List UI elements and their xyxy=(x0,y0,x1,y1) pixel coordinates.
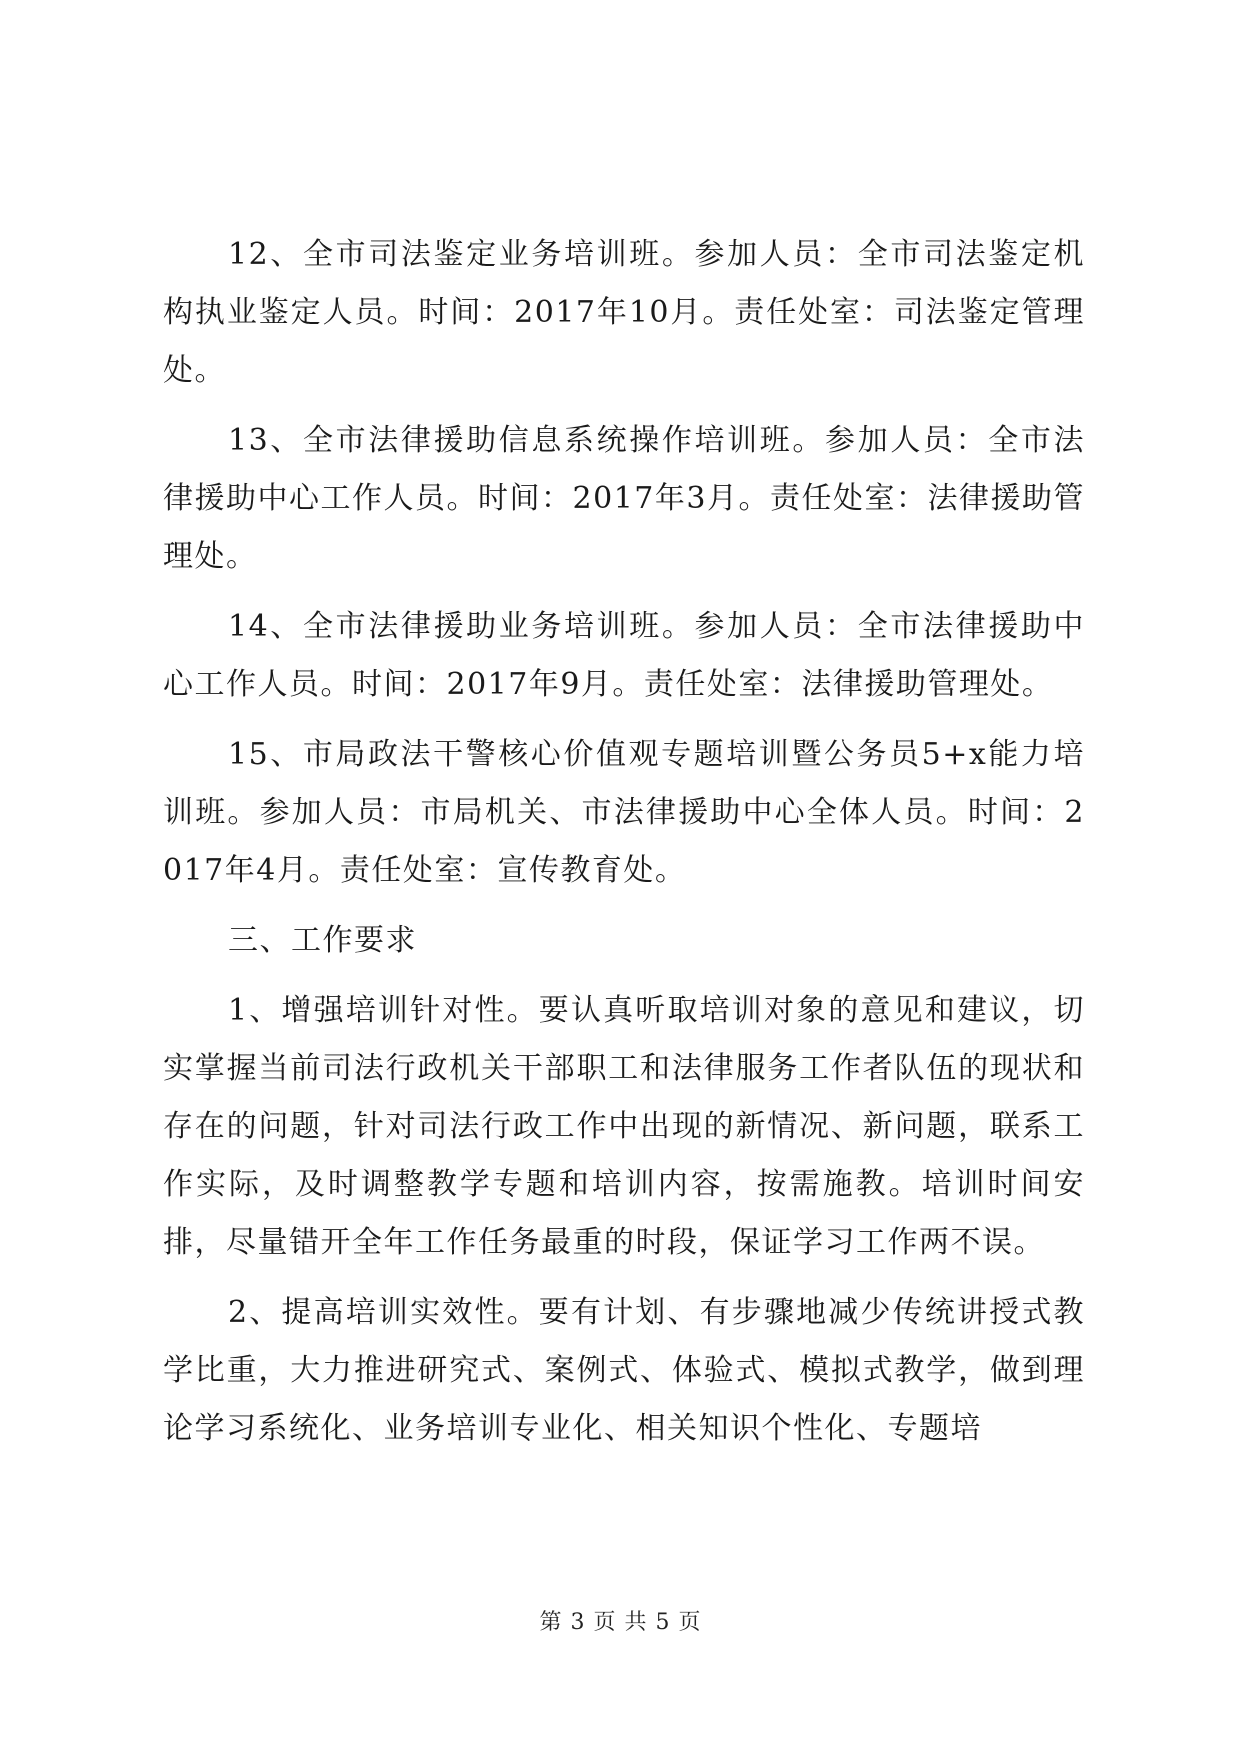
training-item-15: 15、市局政法干警核心价值观专题培训暨公务员5+x能力培训班。参加人员：市局机关、市法律援助中心全体人员。时间：2017年4月。责任处室：宣传教育处。 xyxy=(163,737,1085,888)
training-item-13: 13、全市法律援助信息系统操作培训班。参加人员：全市法律援助中心工作人员。时间：2017年3月。责任处室：法律援助管理处。 xyxy=(163,423,1085,574)
training-item-12: 12、全市司法鉴定业务培训班。参加人员：全市司法鉴定机构执业鉴定人员。时间：2017年10月。责任处室：司法鉴定管理处。 xyxy=(163,237,1085,388)
training-item-14: 14、全市法律援助业务培训班。参加人员：全市法律援助中心工作人员。时间：2017年9月。责任处室：法律援助管理处。 xyxy=(163,609,1085,702)
requirement-item-1: 1、增强培训针对性。要认真听取培训对象的意见和建议，切实掌握当前司法行政机关干部职工和法律服务工作者队伍的现状和存在的问题，针对司法行政工作中出现的新情况、新问题，联系工作实际，及时调整教学专题和培训内容，按需施教。培训时间安排，尽量错开全年工作任务最重的时段，保证学习工作两不误。 xyxy=(163,993,1085,1260)
document-body xyxy=(163,226,1085,1470)
page-footer: 第 3 页 共 5 页 xyxy=(539,1610,702,1635)
section-heading-requirements: 三、工作要求 xyxy=(228,923,417,958)
requirement-item-2: 2、提高培训实效性。要有计划、有步骤地减少传统讲授式教学比重，大力推进研究式、案例式、体验式、模拟式教学，做到理论学习系统化、业务培训专业化、相关知识个性化、专题培 xyxy=(163,1295,1085,1446)
